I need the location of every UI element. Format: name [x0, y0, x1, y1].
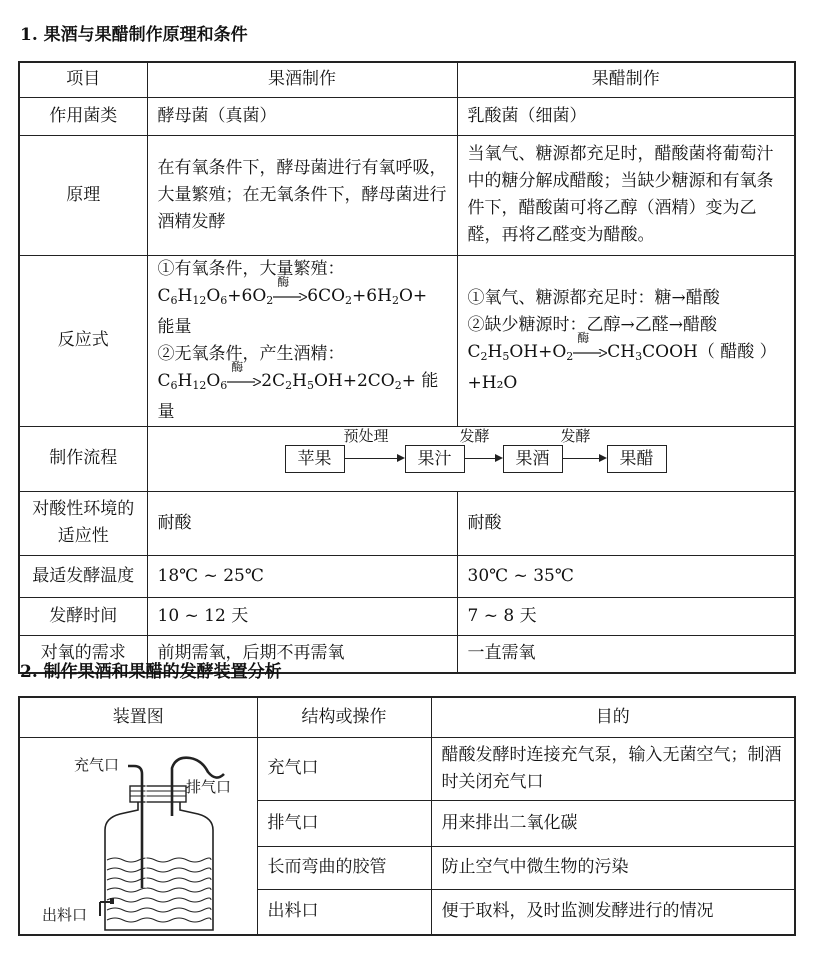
energy-term: + 能量 [157, 370, 439, 422]
vinegar-bacteria: 乳酸菌（细菌） [457, 97, 795, 135]
structure-cell: 长而弯曲的胶管 [257, 846, 431, 889]
flow-arrow-line [563, 458, 599, 459]
device-figure-cell [19, 737, 257, 935]
wine-acidity: 耐酸 [147, 491, 457, 555]
enzyme-arrow-icon [227, 359, 261, 388]
wine-anaerobic-equation: $C_6H_{12}O_6$ 酶 $2C_2H_5OH+2CO_2+$ 能量 [157, 359, 439, 422]
section1-title: 1. 果酒与果醋制作原理和条件 [20, 25, 248, 45]
header-purpose: 目的 [431, 697, 795, 737]
outlet-label: 排气口 [186, 777, 232, 796]
table-row [19, 255, 795, 426]
vinegar-reaction-line2: ②缺少糖源时：乙醇→乙醛→醋酸 [467, 314, 717, 335]
fermenter-bottle-icon [20, 738, 258, 934]
vinegar-equation: $C_2H_5OH+O_2$ 酶 $CH_3COOH$（ 醋酸 ） [467, 330, 777, 363]
vinegar-temperature: 30℃ ~ 35℃ [457, 555, 795, 597]
header-structure: 结构或操作 [257, 697, 431, 737]
enzyme-arrow-icon [573, 330, 607, 359]
vinegar-reaction-line1: ①氧气、糖源都充足时：糖→醋酸 [467, 287, 720, 308]
row-label: 制作流程 [19, 426, 147, 491]
wine-oxygen: 前期需氧，后期不再需氧 [147, 635, 457, 673]
table-row [19, 97, 795, 135]
section2-title: 2. 制作果酒和果醋的发酵装置分析 [20, 662, 282, 682]
energy-term: + 能量 [157, 285, 428, 337]
enzyme-label: 酶 [231, 359, 244, 374]
table-row [19, 597, 795, 635]
vinegar-oxygen: 一直需氧 [457, 635, 795, 673]
flow-label-ferment1: 发酵 [459, 426, 490, 445]
process-flow [148, 427, 795, 491]
header-vinegar: 果醋制作 [457, 62, 795, 97]
wine-principle: 在有氧条件下，酵母菌进行有氧呼吸，大量繁殖；在无氧条件下，酵母菌进行酒精发酵 [147, 135, 457, 255]
vinegar-time: 7 ~ 8 天 [457, 597, 795, 635]
flow-step-wine: 果酒 [503, 445, 563, 473]
fermenter-table [18, 696, 796, 936]
table-row [19, 426, 795, 491]
table-header-row [19, 62, 795, 97]
table-header-row [19, 697, 795, 737]
table-row [19, 737, 795, 800]
structure-cell: 排气口 [257, 800, 431, 846]
wine-aerobic-equation: $C_6H_{12}O_6+6O_2$ 酶 $6CO_2+6H_2O+$ 能量 [157, 274, 428, 337]
row-label: 对氧的需求 [19, 635, 147, 673]
row-label: 发酵时间 [19, 597, 147, 635]
row-label: 作用菌类 [19, 97, 147, 135]
discharge-label: 出料口 [42, 905, 88, 924]
enzyme-label: 酶 [277, 274, 290, 289]
wine-reaction [147, 255, 457, 426]
process-flow-cell [147, 426, 795, 491]
header-device: 装置图 [19, 697, 257, 737]
enzyme-arrow-icon [273, 274, 307, 303]
purpose-cell: 用来排出二氧化碳 [431, 800, 795, 846]
water-term: +H₂O [467, 372, 518, 393]
flow-arrow-icon [495, 454, 503, 462]
purpose-cell: 醋酸发酵时连接充气泵，输入无菌空气；制酒时关闭充气口 [431, 737, 795, 800]
header-wine: 果酒制作 [147, 62, 457, 97]
purpose-cell: 防止空气中微生物的污染 [431, 846, 795, 889]
enzyme-label: 酶 [577, 330, 590, 345]
row-label: 反应式 [19, 255, 147, 426]
purpose-cell: 便于取料，及时监测发酵进行的情况 [431, 889, 795, 934]
flow-arrow-icon [397, 454, 405, 462]
flow-step-vinegar: 果醋 [607, 445, 667, 473]
wine-time: 10 ~ 12 天 [147, 597, 457, 635]
acetic-note: （ 醋酸 ） [697, 341, 777, 362]
header-item: 项目 [19, 62, 147, 97]
flow-arrow-line [345, 458, 397, 459]
row-label: 最适发酵温度 [19, 555, 147, 597]
row-label: 原理 [19, 135, 147, 255]
flow-step-juice: 果汁 [405, 445, 465, 473]
wine-bacteria: 酵母菌（真菌） [147, 97, 457, 135]
wine-temperature: 18℃ ~ 25℃ [147, 555, 457, 597]
table-row [19, 135, 795, 255]
flow-step-apple: 苹果 [285, 445, 345, 473]
flow-arrow-line [465, 458, 495, 459]
flow-label-ferment2: 发酵 [560, 426, 591, 445]
table-row [19, 555, 795, 597]
row-label: 对酸性环境的适应性 [19, 491, 147, 555]
vinegar-principle: 当氧气、糖源都充足时，醋酸菌将葡萄汁中的糖分解成醋酸；当缺少糖源和有氧条件下，醋酸菌可将乙醇（酒精）变为乙醛，再将乙醛变为醋酸。 [457, 135, 795, 255]
wine-reaction-line3: ②无氧条件，产生酒精： [157, 343, 345, 364]
flow-arrow-icon [599, 454, 607, 462]
wine-vinegar-table [18, 61, 796, 674]
vinegar-reaction [457, 255, 795, 426]
structure-cell: 出料口 [257, 889, 431, 934]
fermenter-diagram [20, 738, 257, 934]
table-row [19, 491, 795, 555]
vinegar-acidity: 耐酸 [457, 491, 795, 555]
structure-cell: 充气口 [257, 737, 431, 800]
wine-reaction-line1: ①有氧条件，大量繁殖： [157, 258, 345, 279]
flow-label-pretreat: 预处理 [343, 426, 389, 445]
inlet-label: 充气口 [74, 755, 120, 774]
